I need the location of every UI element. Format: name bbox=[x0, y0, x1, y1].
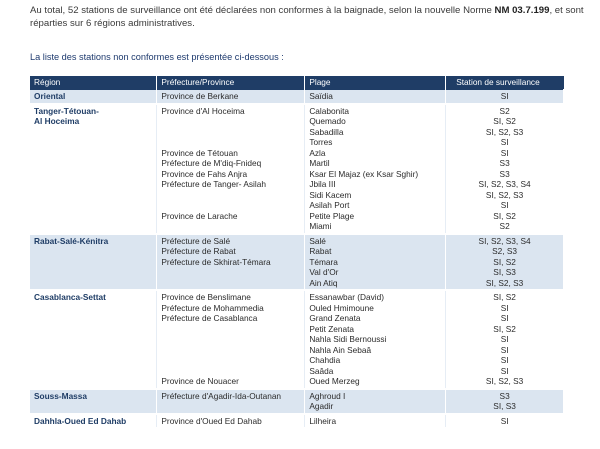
station-codes: S2, S3 bbox=[492, 246, 518, 256]
prefecture-cell bbox=[157, 414, 305, 429]
plage-name: Rabat bbox=[309, 246, 332, 256]
prefecture-name: Préfecture d'Agadir-Ida-Outanan bbox=[161, 390, 282, 401]
plage-name: Martil bbox=[309, 158, 330, 168]
station-codes: S3 bbox=[499, 390, 510, 401]
header-station: Station de surveillance bbox=[446, 76, 564, 90]
prefecture-name bbox=[161, 334, 300, 345]
plage-cell bbox=[305, 104, 446, 234]
prefecture-name: Province de Nouacer bbox=[161, 376, 239, 386]
plage-cell bbox=[305, 414, 446, 429]
region-name: Oriental bbox=[34, 91, 66, 101]
plage-name: Agadir bbox=[309, 401, 334, 411]
prefecture-name bbox=[161, 221, 300, 232]
prefecture-name: Province de Tétouan bbox=[161, 147, 238, 158]
prefecture-name bbox=[161, 324, 300, 335]
station-codes: SI bbox=[500, 334, 509, 344]
prefecture-name bbox=[161, 345, 300, 356]
plage-name: Azla bbox=[309, 147, 326, 158]
region-cell bbox=[30, 389, 157, 414]
prefecture-name bbox=[161, 267, 300, 278]
station-cell bbox=[446, 234, 564, 291]
station-codes: S3 bbox=[499, 158, 510, 168]
region-group-row bbox=[30, 414, 564, 429]
plage-name: Jbila III bbox=[309, 179, 336, 189]
region-cell bbox=[30, 90, 157, 104]
station-cell bbox=[446, 104, 564, 234]
station-codes: SI bbox=[500, 91, 509, 101]
table-intro-heading bbox=[30, 52, 284, 62]
station-codes: SI, S3 bbox=[493, 267, 516, 277]
region-cell bbox=[30, 234, 157, 291]
table-body bbox=[30, 90, 564, 429]
station-codes: SI bbox=[500, 355, 509, 365]
plage-cell bbox=[305, 234, 446, 291]
intro-paragraph bbox=[30, 5, 590, 30]
prefecture-name: Préfecture de M'diq-Fnideq bbox=[161, 158, 262, 168]
region-group-row bbox=[30, 290, 564, 389]
intro-text-after: , et sont réparties sur 6 régions administratives. bbox=[30, 5, 584, 29]
plage-name: Salé bbox=[309, 235, 326, 246]
station-cell bbox=[446, 90, 564, 104]
plage-name: Petit Zenata bbox=[309, 323, 355, 334]
station-cell bbox=[446, 389, 564, 414]
station-codes: SI, S2, S3, S4 bbox=[478, 179, 531, 189]
plage-name: Sabadilla bbox=[309, 126, 344, 137]
region-cell bbox=[30, 104, 157, 234]
plage-name: Miami bbox=[309, 221, 332, 231]
station-codes: SI, S2 bbox=[493, 323, 516, 334]
station-codes: SI, S2, S3 bbox=[485, 376, 524, 386]
plage-name: Chahdia bbox=[309, 355, 341, 365]
prefecture-name: Province d'Al Hoceima bbox=[161, 105, 245, 116]
plage-cell bbox=[305, 290, 446, 389]
plage-name: Nahla Sidi Bernoussi bbox=[309, 334, 387, 344]
plage-name: Témara bbox=[309, 256, 338, 267]
plage-name: Petite Plage bbox=[309, 210, 355, 221]
station-codes: SI bbox=[500, 200, 509, 210]
station-codes: S2 bbox=[499, 221, 510, 231]
prefecture-name bbox=[161, 355, 300, 366]
prefecture-name bbox=[161, 200, 300, 211]
table-intro-text: La liste des stations non conformes est présentée ci-dessous : bbox=[30, 52, 284, 62]
region-cell bbox=[30, 414, 157, 429]
prefecture-name: Préfecture de Skhirat-Témara bbox=[161, 256, 271, 267]
prefecture-name: Préfecture de Casablanca bbox=[161, 313, 258, 323]
prefecture-name bbox=[161, 137, 300, 148]
station-codes: SI bbox=[500, 365, 509, 376]
station-codes: SI bbox=[500, 147, 509, 158]
plage-name: Val d'Or bbox=[309, 267, 339, 277]
plage-name: Torres bbox=[309, 137, 333, 147]
prefecture-name: Province de Benslimane bbox=[161, 292, 251, 302]
region-name: Tanger-Tétouan- bbox=[34, 105, 99, 116]
plage-name: Sidi Kacem bbox=[309, 189, 352, 200]
station-codes: SI, S2 bbox=[493, 292, 516, 302]
station-codes: SI bbox=[500, 313, 509, 323]
prefecture-name bbox=[161, 401, 300, 412]
header-plage: Plage bbox=[305, 76, 446, 90]
plage-name: Ain Atiq bbox=[309, 277, 338, 288]
prefecture-name bbox=[161, 116, 300, 127]
norm-reference: NM 03.7.199 bbox=[494, 5, 550, 16]
prefecture-name bbox=[161, 127, 300, 138]
station-cell bbox=[446, 414, 564, 429]
plage-name: Oued Merzeg bbox=[309, 376, 360, 386]
station-codes: SI, S2, S3 bbox=[485, 126, 524, 137]
station-codes: SI, S2, S3 bbox=[485, 277, 524, 288]
prefecture-cell bbox=[157, 389, 305, 414]
station-codes: SI bbox=[500, 344, 509, 355]
station-codes: SI, S2 bbox=[493, 256, 516, 267]
station-codes: SI bbox=[500, 415, 509, 426]
plage-name: Nahla Ain Sebaâ bbox=[309, 344, 372, 355]
station-codes: S3 bbox=[499, 168, 510, 179]
region-group-row bbox=[30, 234, 564, 291]
plage-cell bbox=[305, 389, 446, 414]
prefecture-cell bbox=[157, 290, 305, 389]
prefecture-name bbox=[161, 190, 300, 201]
region-cell bbox=[30, 290, 157, 389]
station-codes: SI bbox=[500, 137, 509, 147]
header-region: Région bbox=[30, 76, 157, 90]
prefecture-cell bbox=[157, 90, 305, 104]
plage-name: Calabonita bbox=[309, 105, 349, 116]
station-codes: SI, S2, S3, S4 bbox=[478, 235, 531, 246]
region-group-row bbox=[30, 389, 564, 414]
plage-name: Essanawbar (David) bbox=[309, 292, 385, 302]
region-group-row bbox=[30, 90, 564, 104]
plage-name: Saïdia bbox=[309, 91, 333, 101]
header-prefecture: Préfecture/Province bbox=[157, 76, 305, 90]
prefecture-name: Province de Fahs Anjra bbox=[161, 168, 248, 179]
plage-name: Asilah Port bbox=[309, 200, 350, 210]
prefecture-cell bbox=[157, 234, 305, 291]
plage-name: Quemado bbox=[309, 116, 346, 126]
stations-table bbox=[30, 76, 564, 429]
plage-name: Grand Zenata bbox=[309, 313, 361, 323]
prefecture-name: Préfecture de Tanger- Asilah bbox=[161, 179, 266, 189]
station-codes: SI, S2 bbox=[493, 210, 516, 221]
region-name: Rabat-Salé-Kénitra bbox=[34, 235, 109, 246]
station-codes: SI, S2, S3 bbox=[485, 189, 524, 200]
plage-name: Ouled Hmimoune bbox=[309, 302, 374, 313]
intro-text-before: Au total, 52 stations de surveillance ont été déclarées non conformes à la baignade, selon la nouvelle Norme bbox=[30, 5, 495, 16]
plage-name: Aghroud I bbox=[309, 390, 346, 401]
station-codes: S2 bbox=[499, 105, 510, 116]
station-codes: SI bbox=[500, 302, 509, 313]
prefecture-name: Province d'Oued Ed Dahab bbox=[161, 415, 262, 426]
prefecture-cell bbox=[157, 104, 305, 234]
station-cell bbox=[446, 290, 564, 389]
prefecture-name: Province de Berkane bbox=[161, 91, 239, 101]
station-codes: SI, S2 bbox=[493, 116, 516, 126]
prefecture-name: Province de Larache bbox=[161, 210, 238, 221]
prefecture-name bbox=[161, 366, 300, 377]
plage-name: Lilheira bbox=[309, 415, 337, 426]
plage-cell bbox=[305, 90, 446, 104]
region-group-row bbox=[30, 104, 564, 234]
plage-name: Saâda bbox=[309, 365, 334, 376]
region-name: Casablanca-Settat bbox=[34, 292, 106, 302]
prefecture-name bbox=[161, 278, 300, 289]
prefecture-name: Préfecture de Salé bbox=[161, 235, 231, 246]
region-name: Al Hoceima bbox=[34, 116, 80, 126]
region-name: Dahhla-Oued Ed Dahab bbox=[34, 415, 127, 426]
prefecture-name: Préfecture de Rabat bbox=[161, 246, 236, 256]
plage-name: Ksar El Majaz (ex Ksar Sghir) bbox=[309, 168, 419, 179]
region-name: Souss-Massa bbox=[34, 390, 88, 401]
prefecture-name: Préfecture de Mohammedia bbox=[161, 302, 264, 313]
table-header-row bbox=[30, 76, 564, 90]
station-codes: SI, S3 bbox=[493, 401, 516, 411]
